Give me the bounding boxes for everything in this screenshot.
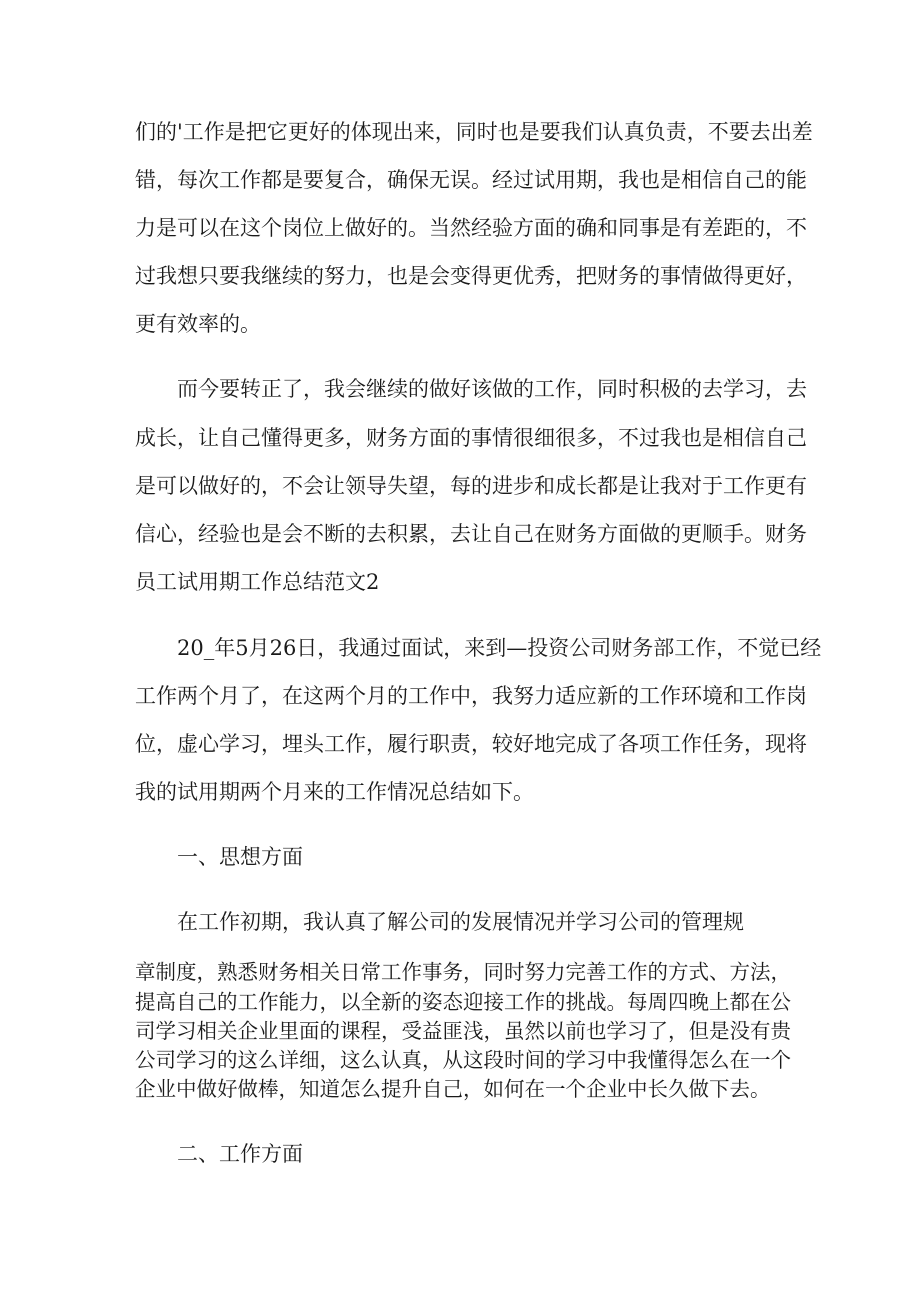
paragraph-line: 在工作初期，我认真了解公司的发展情况并学习公司的管理规 (177, 910, 744, 934)
paragraph-line: 而今要转正了，我会继续的做好该做的工作，同时积极的去学习，去 (177, 377, 807, 401)
paragraph-line: 我的试用期两个月来的工作情况总结如下。 (135, 780, 534, 804)
paragraph-line: 是可以做好的，不会让领导失望，每的进步和成长都是让我对于工作更有 (135, 474, 807, 498)
section-title: 员工试用期工作总结范文2 (135, 570, 380, 594)
section-heading: 二、工作方面 (177, 1142, 303, 1166)
paragraph-line: 更有效率的。 (135, 312, 261, 336)
paragraph-line: 章制度，熟悉财务相关日常工作事务，同时努力完善工作的方式、方法， (135, 960, 791, 984)
paragraph-line: 公司学习的这么详细，这么认真，从这段时间的学习中我懂得怎么在一个 (135, 1048, 791, 1072)
paragraph-line: 企业中做好做棒，知道怎么提升自己，如何在一个企业中长久做下去。 (135, 1077, 771, 1101)
section-heading: 一、思想方面 (177, 845, 303, 869)
paragraph-line: 过我想只要我继续的努力，也是会变得更优秀，把财务的事情做得更好， (135, 264, 807, 288)
paragraph-line: 提高自己的工作能力，以全新的姿态迎接工作的挑战。每周四晚上都在公 (135, 990, 791, 1014)
paragraph-line: 们的'工作是把它更好的体现出来，同时也是要我们认真负责，不要去出差 (135, 120, 813, 144)
paragraph-line: 20_年5月26日，我通过面试，来到—投资公司财务部工作，不觉已经 (177, 636, 822, 660)
paragraph-line: 成长，让自己懂得更多，财务方面的事情很细很多，不过我也是相信自己 (135, 426, 807, 450)
paragraph-line: 位，虚心学习，埋头工作，履行职责，较好地完成了各项工作任务，现将 (135, 732, 807, 756)
paragraph-line: 信心，经验也是会不断的去积累，去让自己在财务方面做的更顺手。财务 (135, 522, 807, 546)
paragraph-line: 司学习相关企业里面的课程，受益匪浅，虽然以前也学习了，但是没有贵 (135, 1019, 791, 1043)
paragraph-line: 力是可以在这个岗位上做好的。当然经验方面的确和同事是有差距的，不 (135, 216, 807, 240)
paragraph-line: 工作两个月了，在这两个月的工作中，我努力适应新的工作环境和工作岗 (135, 684, 807, 708)
paragraph-line: 错，每次工作都是要复合，确保无误。经过试用期，我也是相信自己的能 (135, 168, 807, 192)
